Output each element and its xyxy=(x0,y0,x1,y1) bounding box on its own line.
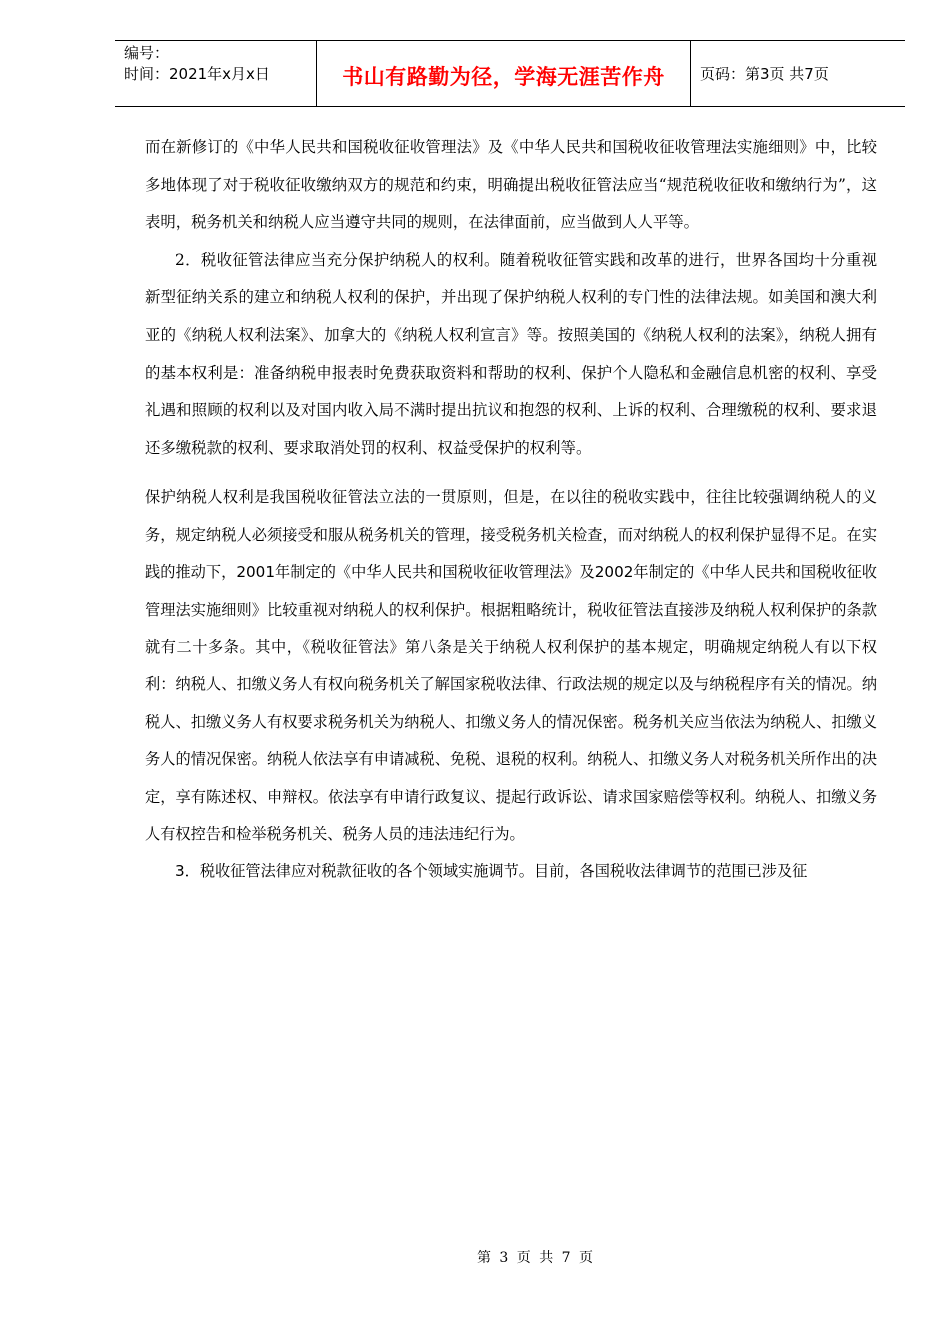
time-label: 时间：2021年x月x日 xyxy=(124,65,270,83)
header-meta-cell xyxy=(115,41,316,106)
paragraph-gap xyxy=(145,467,877,479)
paragraph-2: 2．税收征管法律应当充分保护纳税人的权利。随着税收征管实践和改革的进行，世界各国均十分重视新型征纳关系的建立和纳税人权利的保护，并出现了保护纳税人权利的专门性的法律法规。如美国和澳大利亚的《纳税人权利法案》、加拿大的《纳税人权利宣言》等。按照美国的《纳税人权利的法案》，纳税人拥有的基本权利是：准备纳税申报表时免费获取资料和帮助的权利、保护个人隐私和金融信息机密的权利、享受礼遇和照顾的权利以及对国内收入局不满时提出抗议和抱怨的权利、上诉的权利、合理缴税的权利、要求退还多缴税款的权利、要求取消处罚的权利、权益受保护的权利等。 xyxy=(145,250,877,457)
header-motto-cell xyxy=(316,41,691,106)
footer-page-number: 第 3 页 共 7 页 xyxy=(476,1250,594,1266)
paragraph-1: 而在新修订的《中华人民共和国税收征收管理法》及《中华人民共和国税收征收管理法实施细则》中，比较多地体现了对于税收征收缴纳双方的规范和约束，明确提出税收征管法应当“规范税收征收和缴纳行为”，这表明，税务机关和纳税人应当遵守共同的规则，在法律面前，应当做到人人平等。 xyxy=(145,138,877,232)
header-page-info: 页码：第3页 共7页 xyxy=(700,65,829,83)
page-header xyxy=(115,40,905,107)
header-page-cell xyxy=(691,41,905,106)
paragraph-4: 3．税收征管法律应对税款征收的各个领域实施调节。目前，各国税收法律调节的范围已涉及征 xyxy=(175,862,808,881)
document-body xyxy=(145,129,877,891)
serial-label: 编号： xyxy=(124,44,170,62)
paragraph-3: 保护纳税人权利是我国税收征管法立法的一贯原则，但是，在以往的税收实践中，往往比较强调纳税人的义务，规定纳税人必须接受和服从税务机关的管理，接受税务机关检查，而对纳税人的权利保护显得不足。在实践的推动下，2001年制定的《中华人民共和国税收征收管理法》及2002年制定的《中华人民共和国税收征收管理法实施细则》比较重视对纳税人的权利保护。根据粗略统计，税收征管法直接涉及纳税人权利保护的条款就有二十多条。其中，《税收征管法》第八条是关于纳税人权利保护的基本规定，明确规定纳税人有以下权利：纳税人、扣缴义务人有权向税务机关了解国家税收法律、行政法规的规定以及与纳税程序有关的情况。纳税人、扣缴义务人有权要求税务机关为纳税人、扣缴义务人的情况保密。税务机关应当依法为纳税人、扣缴义务人的情况保密。纳税人依法享有申请减税、免税、退税的权利。纳税人、扣缴义务人对税务机关所作出的决定，享有陈述权、申辩权。依法享有申请行政复议、提起行政诉讼、请求国家赔偿等权利。纳税人、扣缴义务人有权控告和检举税务机关、税务人员的违法违纪行为。 xyxy=(145,488,877,843)
header-motto: 书山有路勤为径，学海无涯苦作舟 xyxy=(342,64,665,89)
page-footer xyxy=(0,1247,950,1267)
